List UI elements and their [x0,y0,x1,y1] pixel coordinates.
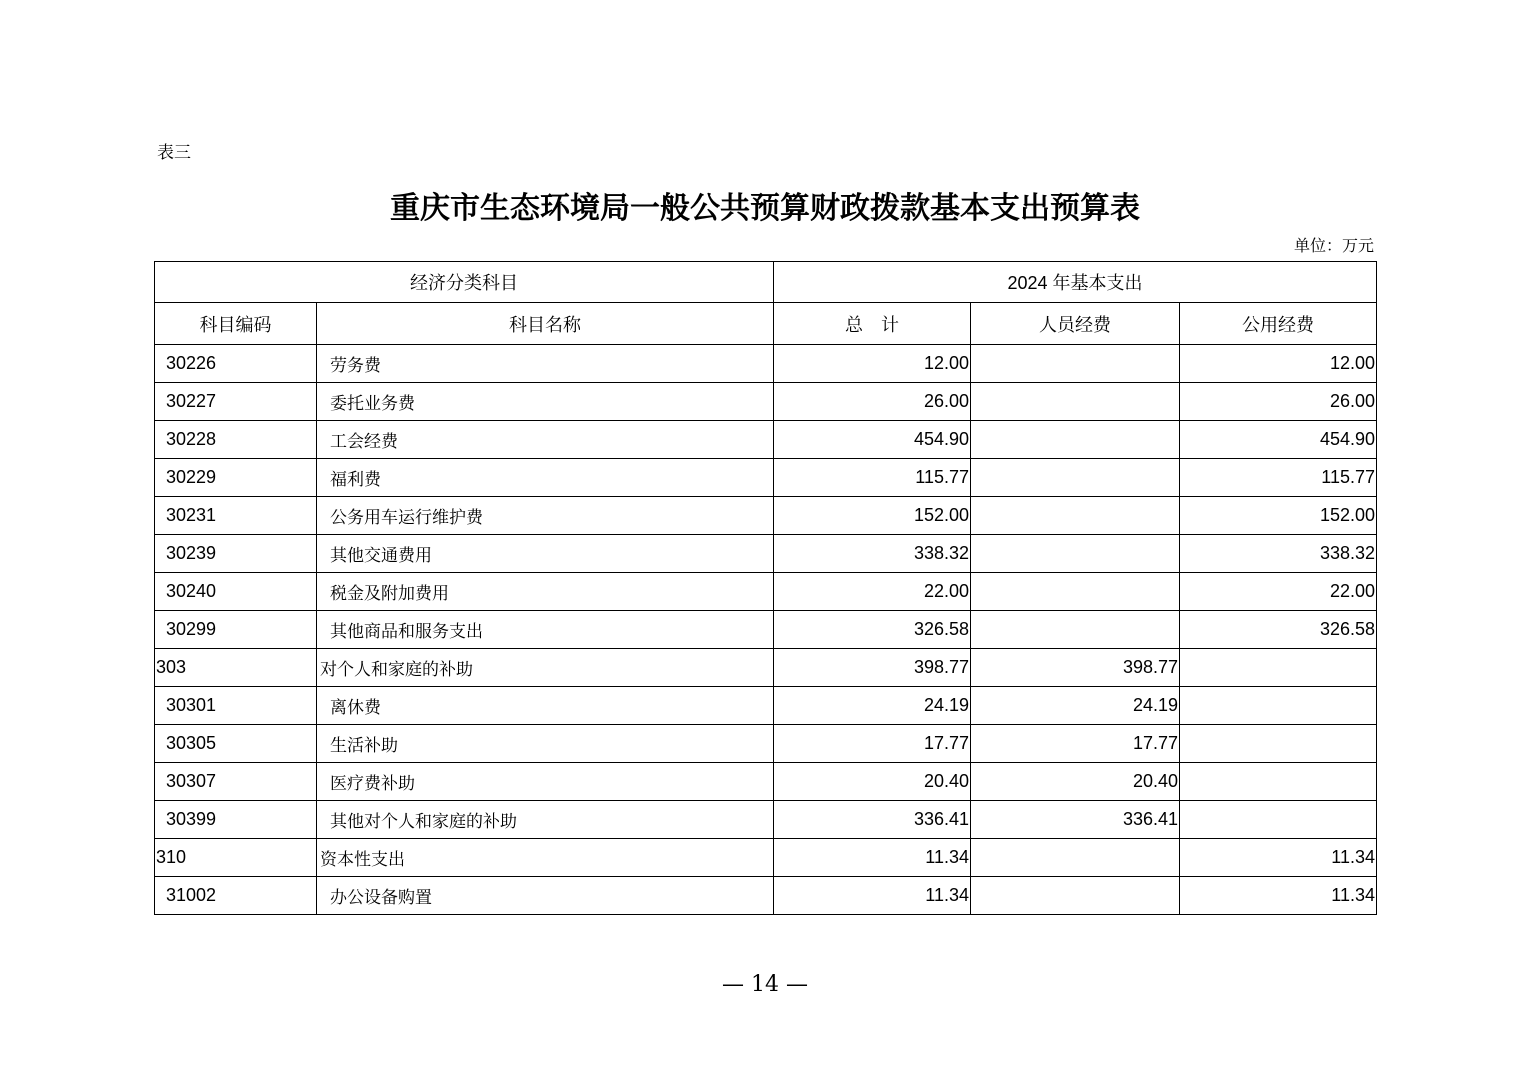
cell-code: 30227 [155,383,317,421]
cell-name: 其他交通费用 [317,535,774,573]
cell-name: 福利费 [317,459,774,497]
cell-public: 11.34 [1180,839,1377,877]
cell-public [1180,687,1377,725]
cell-total: 11.34 [774,839,971,877]
header-row-1 [155,262,1377,303]
cell-public: 115.77 [1180,459,1377,497]
table-row [155,383,1377,421]
cell-personnel: 336.41 [971,801,1180,839]
header-public: 公用经费 [1180,303,1377,345]
cell-personnel: 20.40 [971,763,1180,801]
cell-personnel [971,611,1180,649]
cell-public: 454.90 [1180,421,1377,459]
cell-name: 离休费 [317,687,774,725]
cell-public [1180,763,1377,801]
header-year-basic: 2024 年基本支出 [774,262,1377,303]
cell-code: 310 [155,839,317,877]
table-row [155,649,1377,687]
cell-total: 26.00 [774,383,971,421]
cell-total: 12.00 [774,345,971,383]
cell-public [1180,725,1377,763]
cell-personnel: 17.77 [971,725,1180,763]
table-row [155,611,1377,649]
table-row [155,801,1377,839]
cell-personnel: 24.19 [971,687,1180,725]
cell-code: 30399 [155,801,317,839]
cell-personnel [971,345,1180,383]
table-row [155,421,1377,459]
cell-code: 30226 [155,345,317,383]
cell-personnel [971,535,1180,573]
table-row [155,687,1377,725]
table-row [155,763,1377,801]
document-title: 重庆市生态环境局一般公共预算财政拨款基本支出预算表 [390,191,1140,226]
cell-name: 公务用车运行维护费 [317,497,774,535]
cell-public: 12.00 [1180,345,1377,383]
cell-name: 其他对个人和家庭的补助 [317,801,774,839]
cell-name: 资本性支出 [317,839,774,877]
cell-public [1180,649,1377,687]
cell-personnel [971,459,1180,497]
cell-total: 22.00 [774,573,971,611]
cell-code: 30240 [155,573,317,611]
table-label: 表三 [157,143,191,163]
cell-total: 115.77 [774,459,971,497]
cell-name: 医疗费补助 [317,763,774,801]
table-row [155,535,1377,573]
cell-public: 338.32 [1180,535,1377,573]
table-row [155,877,1377,915]
header-name: 科目名称 [317,303,774,345]
cell-personnel [971,877,1180,915]
cell-personnel [971,497,1180,535]
table-row [155,573,1377,611]
cell-name: 对个人和家庭的补助 [317,649,774,687]
budget-table [154,261,1377,915]
cell-code: 30299 [155,611,317,649]
cell-name: 税金及附加费用 [317,573,774,611]
table-row [155,497,1377,535]
cell-total: 24.19 [774,687,971,725]
cell-total: 454.90 [774,421,971,459]
table-row [155,725,1377,763]
cell-code: 30229 [155,459,317,497]
table-row [155,839,1377,877]
cell-personnel [971,839,1180,877]
cell-personnel [971,573,1180,611]
cell-name: 办公设备购置 [317,877,774,915]
cell-personnel: 398.77 [971,649,1180,687]
cell-name: 劳务费 [317,345,774,383]
table-row [155,459,1377,497]
header-personnel: 人员经费 [971,303,1180,345]
cell-public: 22.00 [1180,573,1377,611]
header-total: 总 计 [774,303,971,345]
cell-total: 152.00 [774,497,971,535]
cell-public: 26.00 [1180,383,1377,421]
cell-public: 326.58 [1180,611,1377,649]
cell-code: 30305 [155,725,317,763]
cell-code: 30307 [155,763,317,801]
header-code: 科目编码 [155,303,317,345]
cell-total: 338.32 [774,535,971,573]
cell-code: 30301 [155,687,317,725]
cell-public: 11.34 [1180,877,1377,915]
header-row-2 [155,303,1377,345]
table-row [155,345,1377,383]
cell-total: 326.58 [774,611,971,649]
unit-label: 单位：万元 [1293,236,1374,255]
cell-total: 336.41 [774,801,971,839]
header-economic-category: 经济分类科目 [155,262,774,303]
cell-name: 委托业务费 [317,383,774,421]
page-number: — 14 — [722,972,808,997]
cell-code: 303 [155,649,317,687]
cell-total: 20.40 [774,763,971,801]
cell-total: 398.77 [774,649,971,687]
cell-code: 30231 [155,497,317,535]
cell-public [1180,801,1377,839]
cell-total: 11.34 [774,877,971,915]
cell-code: 31002 [155,877,317,915]
cell-name: 工会经费 [317,421,774,459]
cell-name: 其他商品和服务支出 [317,611,774,649]
cell-code: 30239 [155,535,317,573]
cell-personnel [971,421,1180,459]
cell-name: 生活补助 [317,725,774,763]
cell-public: 152.00 [1180,497,1377,535]
cell-total: 17.77 [774,725,971,763]
cell-personnel [971,383,1180,421]
cell-code: 30228 [155,421,317,459]
